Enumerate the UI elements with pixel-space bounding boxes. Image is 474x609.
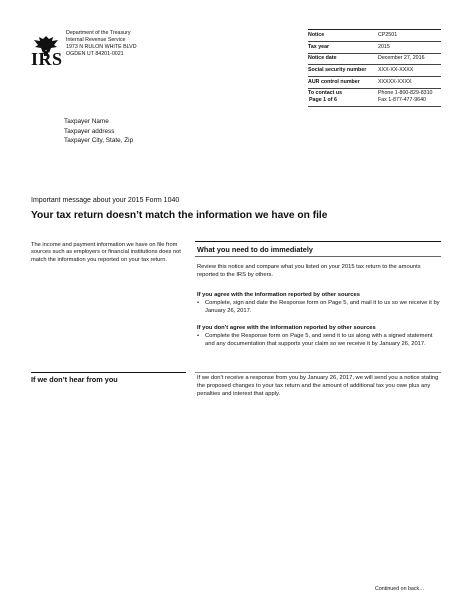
agency-line: Internal Revenue Service (66, 37, 126, 43)
agree-heading: If you agree with the information reported by other sources (197, 292, 360, 298)
tax-year-row (308, 42, 441, 54)
notice-date-label: Notice date (308, 55, 337, 62)
taxpayer-address: Taxpayer address (64, 127, 115, 135)
ssn-row (308, 65, 441, 77)
agency-address (66, 30, 137, 58)
agency-line: OGDEN UT 84201-0021 (66, 51, 124, 57)
agency-line: Department of the Treasury (66, 30, 131, 36)
notice-date-row (308, 54, 441, 66)
no-hear-text: If we don’t receive a response from you by January 26, 2017, we will send you a notice stating the proposed changes to your tax return and the amount of additional tax you owe plus any penalties and interest that apply. (197, 375, 439, 397)
aur-row (308, 77, 441, 89)
left-column-text: The income and payment information we have on file from sources such as employers or financial institutions does not match the information you reported on your tax return. (31, 242, 181, 263)
section-rule (31, 372, 186, 373)
no-hear-heading: If we don’t hear from you (31, 375, 118, 384)
bullet-icon: • (197, 332, 200, 339)
notice-headline: Your tax return doesn’t match the information we have on file (31, 210, 328, 221)
aur-label: AUR control number (308, 79, 360, 86)
disagree-heading: If you don’t agree with the information reported by other sources (197, 325, 376, 331)
irs-logo-text: IRS (31, 49, 63, 69)
disagree-bullet-text: Complete the Response form on Page 5, and send it to us along with a signed statement and any documentation that supports your claim so we receive it by January 26, 2017. (205, 332, 433, 347)
ssn-value: XXX-XX-XXXX (378, 67, 414, 74)
notice-info-box (308, 29, 441, 107)
notice-label: Notice (308, 31, 325, 38)
section-subrule (195, 256, 441, 257)
tax-year-value: 2015 (378, 43, 390, 50)
agree-bullet (197, 300, 440, 316)
intro-message: Important message about your 2015 Form 1040 (31, 197, 180, 204)
contact-fax: Fax 1-877-477-9640 (378, 96, 426, 103)
notice-value: CP2501 (378, 31, 398, 38)
aur-value: XXXXX-XXXX (378, 79, 412, 86)
section-rule (195, 241, 441, 242)
disagree-section (197, 325, 440, 348)
page-number: Page 1 of 6 (309, 97, 337, 103)
notice-date-value: December 27, 2016 (378, 55, 425, 62)
section-rule (195, 372, 441, 373)
notice-row (308, 29, 441, 42)
disagree-bullet (197, 333, 440, 349)
bullet-icon: • (197, 299, 200, 306)
agree-bullet-text: Complete, sign and date the Response form on Page 5, and mail it to us so we receive it by January 26, 2017. (205, 299, 440, 314)
section-heading: What you need to do immediately (197, 245, 313, 254)
taxpayer-name: Taxpayer Name (64, 118, 109, 125)
agency-line: 1973 N RULON WHITE BLVD (66, 44, 137, 50)
contact-label: To contact us (308, 89, 343, 96)
review-paragraph: Review this notice and compare what you listed on your 2015 tax return to the amounts reported to the IRS by others. (197, 264, 421, 278)
taxpayer-address-block (64, 117, 133, 146)
contact-phone: Phone 1-800-829-8310 (378, 89, 433, 96)
taxpayer-city: Taxpayer City, State, Zip (64, 137, 134, 145)
continued-note: Continued on back… (375, 586, 425, 592)
ssn-label: Social security number (308, 67, 367, 74)
agree-section (197, 292, 440, 315)
tax-year-label: Tax year (308, 43, 330, 50)
